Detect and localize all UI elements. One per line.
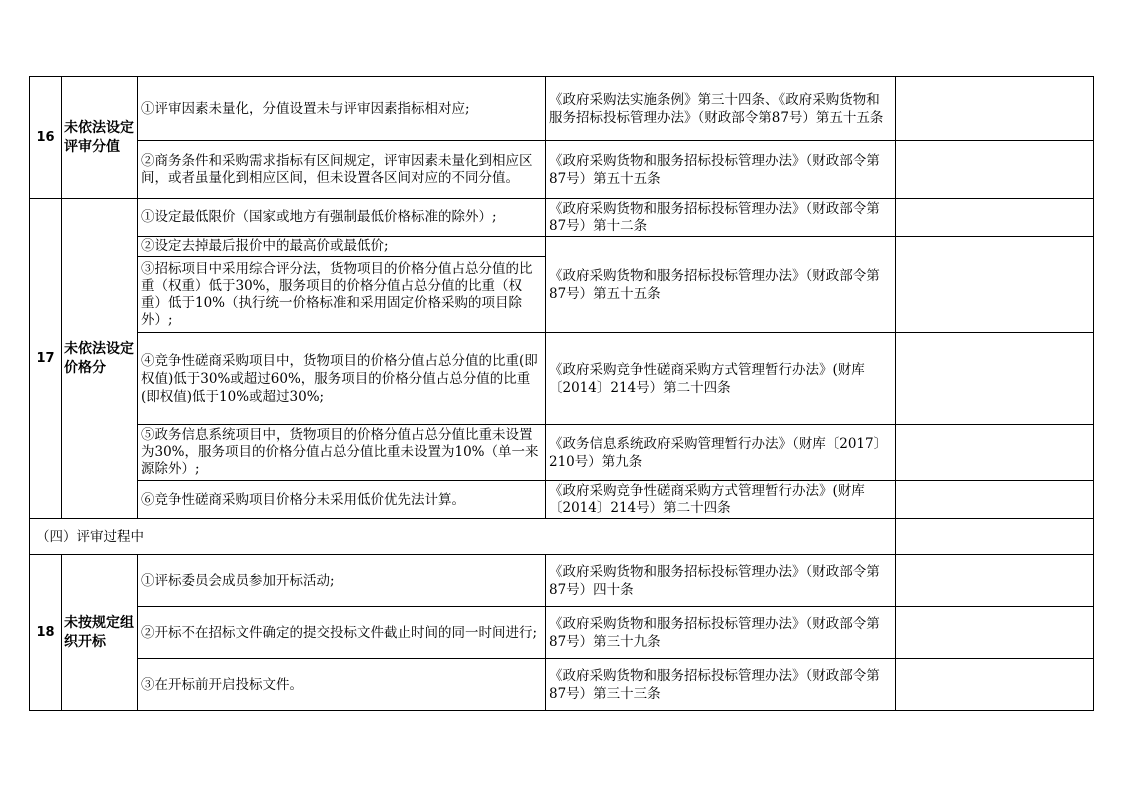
legal-basis-cell: 《政务信息系统政府采购管理暂行办法》（财库〔2017〕210号）第九条: [546, 425, 896, 481]
table-row: [30, 199, 1094, 237]
row-number: 16: [30, 77, 62, 199]
table-row: [30, 607, 1094, 659]
legal-basis-cell: 《政府采购货物和服务招标投标管理办法》（财政部令第87号）第五十五条: [546, 141, 896, 199]
legal-basis-cell: 《政府采购竞争性磋商采购方式管理暂行办法》(财库〔2014〕214号）第二十四条: [546, 481, 896, 519]
violation-cell: ③在开标前开启投标文件。: [138, 659, 546, 711]
note-cell: [896, 659, 1094, 711]
note-cell: [896, 555, 1094, 607]
violation-cell: ①评标委员会成员参加开标活动;: [138, 555, 546, 607]
violation-cell: ②设定去掉最后报价中的最高价或最低价;: [138, 237, 546, 257]
row-number: 18: [30, 555, 62, 711]
violation-cell: ①设定最低限价（国家或地方有强制最低价格标准的除外）;: [138, 199, 546, 237]
legal-basis-cell: 《政府采购货物和服务招标投标管理办法》（财政部令第87号）第三十九条: [546, 607, 896, 659]
table-row: [30, 141, 1094, 199]
legal-basis-cell: 《政府采购法实施条例》第三十四条、《政府采购货物和服务招标投标管理办法》（财政部令第87号）第五十五条: [546, 77, 896, 141]
note-cell: [896, 199, 1094, 237]
note-cell: [896, 237, 1094, 333]
table-row: [30, 237, 1094, 257]
category-cell: 未依法设定评审分值: [62, 77, 138, 199]
violation-cell: ⑤政务信息系统项目中，货物项目的价格分值占总分值比重未设置为30%，服务项目的价格分值占总分值比重未设置为10%（单一来源除外）;: [138, 425, 546, 481]
violation-cell: ①评审因素未量化，分值设置未与评审因素指标相对应;: [138, 77, 546, 141]
category-cell: 未按规定组织开标: [62, 555, 138, 711]
table-row: [30, 425, 1094, 481]
section-title: （四）评审过程中: [30, 519, 896, 555]
legal-basis-cell: 《政府采购货物和服务招标投标管理办法》（财政部令第87号）第三十三条: [546, 659, 896, 711]
legal-basis-cell: 《政府采购货物和服务招标投标管理办法》（财政部令第87号）四十条: [546, 555, 896, 607]
table-row: [30, 659, 1094, 711]
row-number: 17: [30, 199, 62, 519]
note-cell: [896, 141, 1094, 199]
note-cell: [896, 425, 1094, 481]
note-cell: [896, 77, 1094, 141]
note-cell: [896, 607, 1094, 659]
legal-basis-cell: 《政府采购货物和服务招标投标管理办法》（财政部令第87号）第十二条: [546, 199, 896, 237]
table-row: [30, 333, 1094, 425]
legal-basis-cell: 《政府采购货物和服务招标投标管理办法》（财政部令第87号）第五十五条: [546, 237, 896, 333]
note-cell: [896, 333, 1094, 425]
category-cell: 未依法设定价格分: [62, 199, 138, 519]
legal-basis-cell: 《政府采购竞争性磋商采购方式管理暂行办法》(财库〔2014〕214号）第二十四条: [546, 333, 896, 425]
violation-cell: ④竞争性磋商采购项目中，货物项目的价格分值占总分值的比重(即权值)低于30%或超过60%，服务项目的价格分值占总分值的比重(即权值)低于10%或超过30%;: [138, 333, 546, 425]
table-row: [30, 481, 1094, 519]
table-row: [30, 555, 1094, 607]
note-cell: [896, 519, 1094, 555]
violation-cell: ③招标项目中采用综合评分法，货物项目的价格分值占总分值的比重（权重）低于30%，服务项目的价格分值占总分值的比重（权重）低于10%（执行统一价格标准和采用固定价格采购的项目除外）;: [138, 257, 546, 333]
violation-cell: ⑥竞争性磋商采购项目价格分未采用低价优先法计算。: [138, 481, 546, 519]
violation-cell: ②商务条件和采购需求指标有区间规定，评审因素未量化到相应区间，或者虽量化到相应区间，但未设置各区间对应的不同分值。: [138, 141, 546, 199]
regulation-table: [29, 76, 1094, 711]
violation-cell: ②开标不在招标文件确定的提交投标文件截止时间的同一时间进行;: [138, 607, 546, 659]
section-row: [30, 519, 1094, 555]
note-cell: [896, 481, 1094, 519]
table-row: [30, 77, 1094, 141]
